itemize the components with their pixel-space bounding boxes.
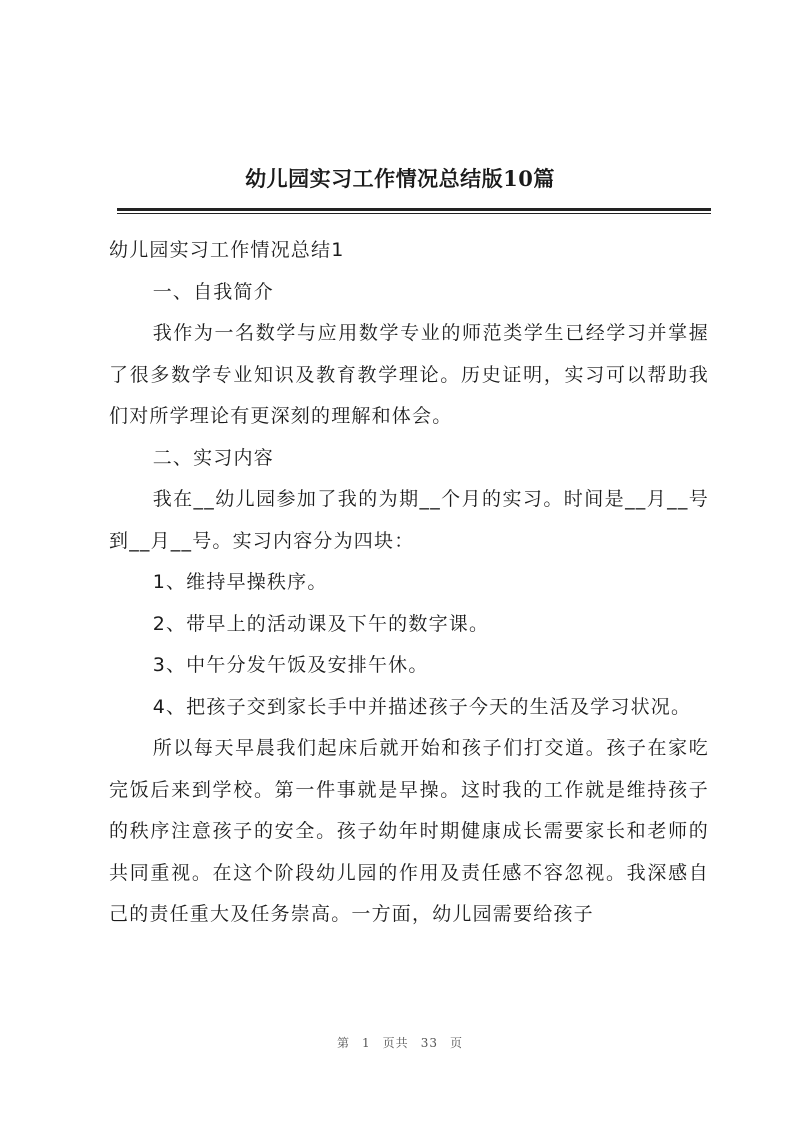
document-title: 幼儿园实习工作情况总结版10篇 xyxy=(245,166,555,191)
document-body xyxy=(109,230,709,936)
section-heading: 幼儿园实习工作情况总结1 xyxy=(109,239,345,261)
page-footer xyxy=(0,1034,800,1051)
paragraph-internship-time: 我在__幼儿园参加了我的为期__个月的实习。时间是__月__号到__月__号。实习内容分为四块： xyxy=(109,488,709,552)
heading-self-intro: 一、自我简介 xyxy=(152,280,274,303)
list-item-4: 4、把孩子交到家长手中并描述孩子今天的生活及学习状况。 xyxy=(152,695,692,718)
list-item-1: 1、维持早操秩序。 xyxy=(152,571,328,593)
heading-internship-content: 二、实习内容 xyxy=(152,446,274,469)
footer-di: 第 xyxy=(337,1036,351,1050)
footer-ye-gong: 页共 xyxy=(382,1036,409,1050)
paragraph-intro: 我作为一名数学与应用数学专业的师范类学生已经学习并掌握了很多数学专业知识及教育教学理论。历史证明，实习可以帮助我们对所学理论有更深刻的理解和体会。 xyxy=(109,322,709,427)
footer-total-pages: 33 xyxy=(420,1036,438,1050)
title-underline-thin xyxy=(117,213,711,214)
list-item-3: 3、中午分发午饭及安排午休。 xyxy=(152,654,429,676)
paragraph-daily-routine: 所以每天早晨我们起床后就开始和孩子们打交道。孩子在家吃完饭后来到学校。第一件事就是早操。这时我的工作就是维持孩子的秩序注意孩子的安全。孩子幼年时期健康成长需要家长和老师的共同重视。在这个阶段幼儿园的作用及责任感不容忽视。我深感自己的责任重大及任务崇高。一方面，幼儿园需要给孩子 xyxy=(109,737,709,925)
footer-ye: 页 xyxy=(449,1036,463,1050)
list-item-2: 2、带早上的活动课及下午的数字课。 xyxy=(152,612,490,635)
footer-page-number: 1 xyxy=(362,1036,371,1050)
title-underline-thick xyxy=(117,208,711,211)
